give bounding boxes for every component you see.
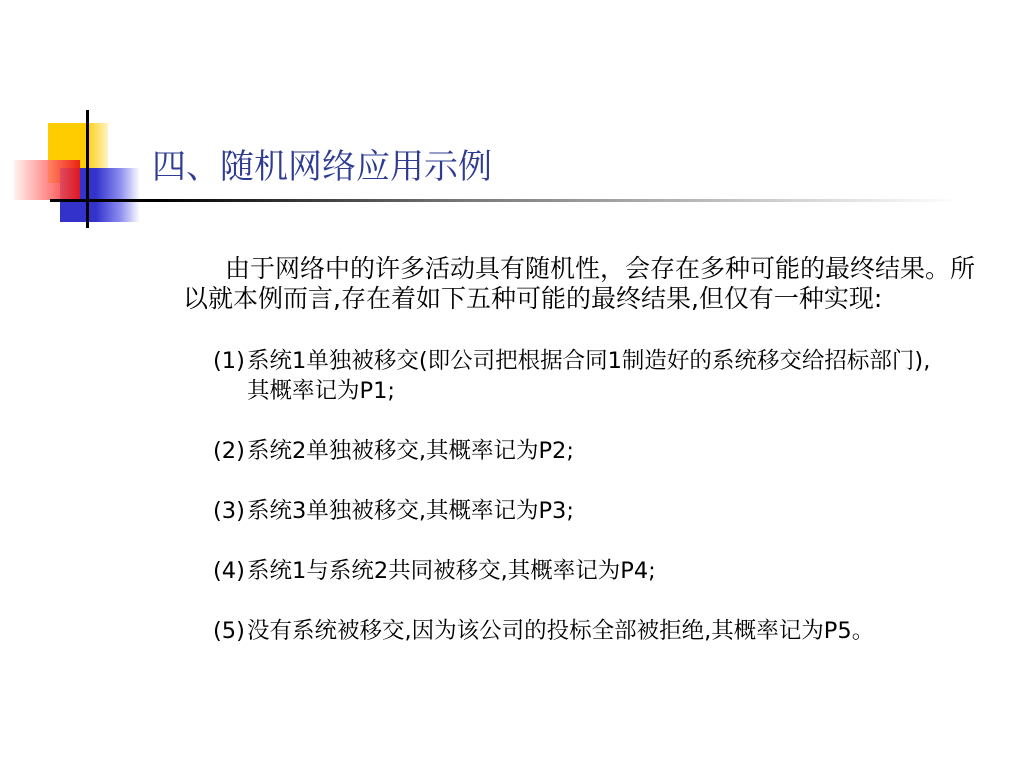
outcome-text [247,616,1013,646]
outcome-item [213,346,1013,406]
outcome-number: (2) [213,438,245,464]
outcome-number: (5) [213,618,245,644]
slide-title: 四、随机网络应用示例 [152,149,492,186]
outcome-text [247,496,1013,526]
title-underline [50,199,960,202]
outcome-text [247,436,1013,466]
outcome-item [213,556,1013,586]
outcome-text-line: 系统1单独被移交(即公司把根据合同1制造好的系统移交给招标部门), [247,348,931,374]
outcome-list [213,346,1013,676]
outcome-text-line: 系统3单独被移交,其概率记为P3; [247,498,574,524]
intro-paragraph [183,254,1013,314]
intro-line: 以就本例而言,存在着如下五种可能的最终结果,但仅有一种实现: [183,284,883,313]
outcome-text-line: 其概率记为P1; [247,378,395,404]
outcome-item [213,436,1013,466]
outcome-text [247,346,1013,406]
outcome-number: (3) [213,498,245,524]
outcome-text-line: 系统2单独被移交,其概率记为P2; [247,438,574,464]
intro-line: 由于网络中的许多活动具有随机性，会存在多种可能的最终结果。所 [225,254,976,283]
outcome-number: (4) [213,558,245,584]
logo-red-bar [14,160,80,200]
outcome-text [247,556,1013,586]
outcome-item [213,496,1013,526]
logo-vertical-line [86,110,89,228]
outcome-text-line: 系统1与系统2共同被移交,其概率记为P4; [247,558,656,584]
outcome-number: (1) [213,348,245,374]
outcome-item [213,616,1013,646]
outcome-text-line: 没有系统被移交,因为该公司的投标全部被拒绝,其概率记为P5。 [247,618,875,644]
